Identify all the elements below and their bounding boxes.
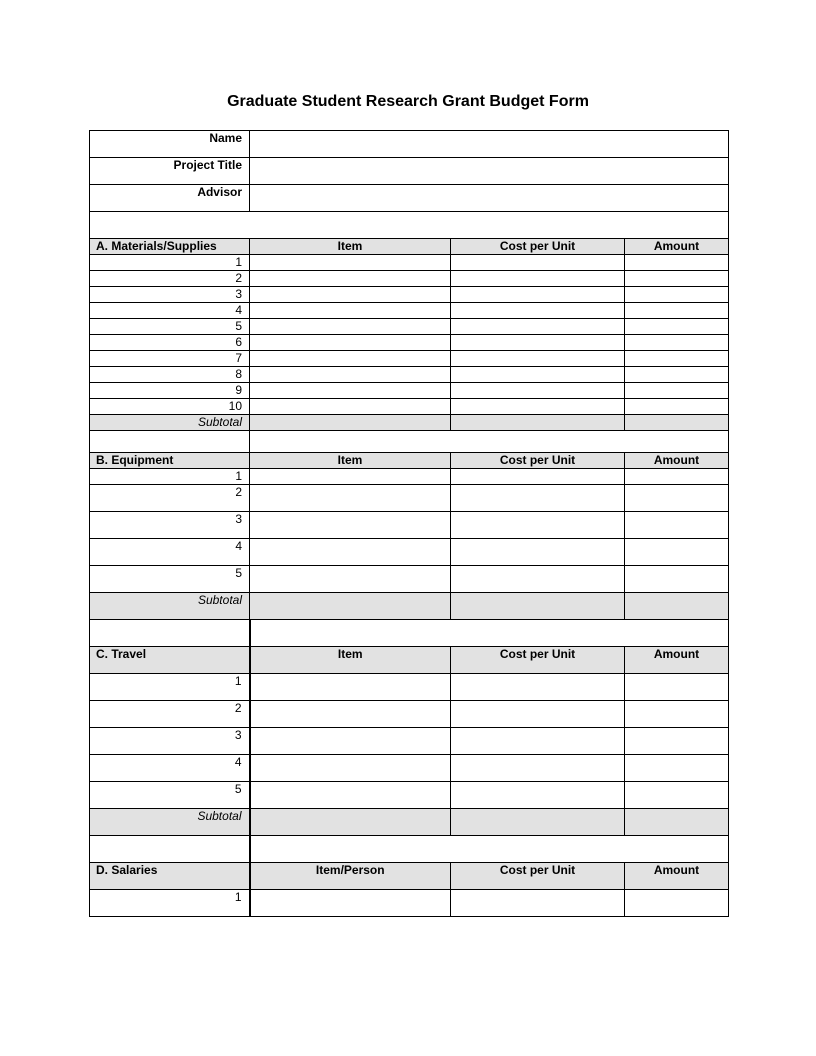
row-number: 4 [90, 539, 250, 566]
cost-cell[interactable] [451, 539, 625, 566]
item-cell[interactable] [250, 890, 451, 917]
equipment-col-cost: Cost per Unit [451, 453, 625, 469]
materials-row [90, 287, 729, 303]
materials-section-title: A. Materials/Supplies [90, 239, 250, 255]
item-cell[interactable] [250, 674, 451, 701]
materials-row [90, 319, 729, 335]
item-cell[interactable] [250, 383, 451, 399]
equipment-row [90, 469, 729, 485]
amount-cell[interactable] [625, 512, 729, 539]
row-number: 1 [90, 674, 250, 701]
item-cell[interactable] [250, 367, 451, 383]
materials-row [90, 303, 729, 319]
spacer-row [90, 431, 729, 453]
row-number: 1 [90, 890, 250, 917]
materials-col-item: Item [250, 239, 451, 255]
salaries-section-title: D. Salaries [90, 863, 250, 890]
cost-cell[interactable] [451, 728, 625, 755]
amount-cell[interactable] [625, 728, 729, 755]
cost-cell[interactable] [451, 890, 625, 917]
travel-subtotal-amount[interactable] [625, 809, 729, 836]
salaries-col-amount: Amount [625, 863, 729, 890]
equipment-row [90, 566, 729, 593]
item-cell[interactable] [250, 728, 451, 755]
materials-row [90, 335, 729, 351]
cost-cell[interactable] [451, 271, 625, 287]
equipment-row [90, 485, 729, 512]
materials-row [90, 271, 729, 287]
subtotal-item-cell [250, 415, 451, 431]
subtotal-item-cell [250, 593, 451, 620]
equipment-subtotal-amount[interactable] [625, 593, 729, 620]
materials-row [90, 367, 729, 383]
row-number: 6 [90, 335, 250, 351]
row-number: 9 [90, 383, 250, 399]
materials-row [90, 399, 729, 415]
amount-cell[interactable] [625, 701, 729, 728]
row-number: 3 [90, 512, 250, 539]
project-title-row [90, 158, 729, 185]
spacer-cell [90, 620, 250, 647]
amount-cell[interactable] [625, 539, 729, 566]
travel-row [90, 782, 729, 809]
item-cell[interactable] [250, 399, 451, 415]
amount-cell[interactable] [625, 383, 729, 399]
row-number: 5 [90, 782, 250, 809]
travel-row [90, 701, 729, 728]
travel-col-item: Item [250, 647, 451, 674]
travel-row [90, 674, 729, 701]
spacer-row [90, 620, 729, 647]
subtotal-cost-cell [451, 415, 625, 431]
materials-header-row [90, 239, 729, 255]
equipment-row [90, 539, 729, 566]
equipment-section-title: B. Equipment [90, 453, 250, 469]
budget-form-table [89, 130, 729, 917]
materials-row [90, 255, 729, 271]
spacer-cell [250, 431, 729, 453]
cost-cell[interactable] [451, 701, 625, 728]
subtotal-cost-cell [451, 593, 625, 620]
cost-cell[interactable] [451, 755, 625, 782]
spacer-row [90, 836, 729, 863]
row-number: 2 [90, 701, 250, 728]
materials-col-amount: Amount [625, 239, 729, 255]
salaries-col-item: Item/Person [250, 863, 451, 890]
item-cell[interactable] [250, 701, 451, 728]
advisor-row [90, 185, 729, 212]
row-number: 1 [90, 469, 250, 485]
amount-cell[interactable] [625, 319, 729, 335]
item-cell[interactable] [250, 755, 451, 782]
row-number: 5 [90, 566, 250, 593]
cost-cell[interactable] [451, 469, 625, 485]
spacer-row [90, 212, 729, 239]
item-cell[interactable] [250, 303, 451, 319]
salaries-header-row [90, 863, 729, 890]
cost-cell[interactable] [451, 566, 625, 593]
amount-cell[interactable] [625, 674, 729, 701]
equipment-header-row [90, 453, 729, 469]
amount-cell[interactable] [625, 485, 729, 512]
item-cell[interactable] [250, 539, 451, 566]
advisor-label: Advisor [90, 185, 250, 212]
row-number: 2 [90, 485, 250, 512]
materials-col-cost: Cost per Unit [451, 239, 625, 255]
row-number: 1 [90, 255, 250, 271]
amount-cell[interactable] [625, 335, 729, 351]
spacer-cell [90, 212, 729, 239]
spacer-cell [90, 836, 250, 863]
item-cell[interactable] [250, 485, 451, 512]
equipment-row [90, 512, 729, 539]
travel-row [90, 755, 729, 782]
amount-cell[interactable] [625, 399, 729, 415]
row-number: 3 [90, 287, 250, 303]
row-number: 8 [90, 367, 250, 383]
travel-subtotal-label: Subtotal [90, 809, 250, 836]
subtotal-cost-cell [451, 809, 625, 836]
travel-col-cost: Cost per Unit [451, 647, 625, 674]
cost-cell[interactable] [451, 383, 625, 399]
amount-cell[interactable] [625, 782, 729, 809]
amount-cell[interactable] [625, 351, 729, 367]
item-cell[interactable] [250, 255, 451, 271]
amount-cell[interactable] [625, 566, 729, 593]
item-cell[interactable] [250, 782, 451, 809]
salaries-row [90, 890, 729, 917]
row-number: 2 [90, 271, 250, 287]
materials-subtotal-label: Subtotal [90, 415, 250, 431]
name-label: Name [90, 131, 250, 158]
amount-cell[interactable] [625, 890, 729, 917]
cost-cell[interactable] [451, 674, 625, 701]
row-number: 5 [90, 319, 250, 335]
amount-cell[interactable] [625, 303, 729, 319]
row-number: 4 [90, 755, 250, 782]
amount-cell[interactable] [625, 755, 729, 782]
amount-cell[interactable] [625, 271, 729, 287]
cost-cell[interactable] [451, 367, 625, 383]
project-title-field[interactable] [250, 158, 729, 185]
advisor-field[interactable] [250, 185, 729, 212]
materials-row [90, 351, 729, 367]
item-cell[interactable] [250, 566, 451, 593]
spacer-cell [250, 836, 729, 863]
travel-col-amount: Amount [625, 647, 729, 674]
row-number: 4 [90, 303, 250, 319]
spacer-cell [90, 431, 250, 453]
subtotal-item-cell [250, 809, 451, 836]
item-cell[interactable] [250, 287, 451, 303]
cost-cell[interactable] [451, 399, 625, 415]
equipment-subtotal-label: Subtotal [90, 593, 250, 620]
spacer-cell [250, 620, 729, 647]
name-row [90, 131, 729, 158]
item-cell[interactable] [250, 512, 451, 539]
materials-subtotal-row [90, 415, 729, 431]
travel-header-row [90, 647, 729, 674]
page-title: Graduate Student Research Grant Budget Form [227, 93, 589, 110]
cost-cell[interactable] [451, 255, 625, 271]
item-cell[interactable] [250, 319, 451, 335]
item-cell[interactable] [250, 335, 451, 351]
cost-cell[interactable] [451, 782, 625, 809]
name-field[interactable] [250, 131, 729, 158]
amount-cell[interactable] [625, 287, 729, 303]
row-number: 7 [90, 351, 250, 367]
project-title-label: Project Title [90, 158, 250, 185]
item-cell[interactable] [250, 351, 451, 367]
amount-cell[interactable] [625, 469, 729, 485]
amount-cell[interactable] [625, 367, 729, 383]
equipment-col-item: Item [250, 453, 451, 469]
row-number: 10 [90, 399, 250, 415]
cost-cell[interactable] [451, 335, 625, 351]
salaries-col-cost: Cost per Unit [451, 863, 625, 890]
cost-cell[interactable] [451, 319, 625, 335]
cost-cell[interactable] [451, 303, 625, 319]
item-cell[interactable] [250, 469, 451, 485]
row-number: 3 [90, 728, 250, 755]
cost-cell[interactable] [451, 351, 625, 367]
materials-row [90, 383, 729, 399]
materials-subtotal-amount[interactable] [625, 415, 729, 431]
travel-subtotal-row [90, 809, 729, 836]
equipment-subtotal-row [90, 593, 729, 620]
travel-section-title: C. Travel [90, 647, 250, 674]
amount-cell[interactable] [625, 255, 729, 271]
cost-cell[interactable] [451, 485, 625, 512]
equipment-col-amount: Amount [625, 453, 729, 469]
cost-cell[interactable] [451, 512, 625, 539]
item-cell[interactable] [250, 271, 451, 287]
cost-cell[interactable] [451, 287, 625, 303]
travel-row [90, 728, 729, 755]
